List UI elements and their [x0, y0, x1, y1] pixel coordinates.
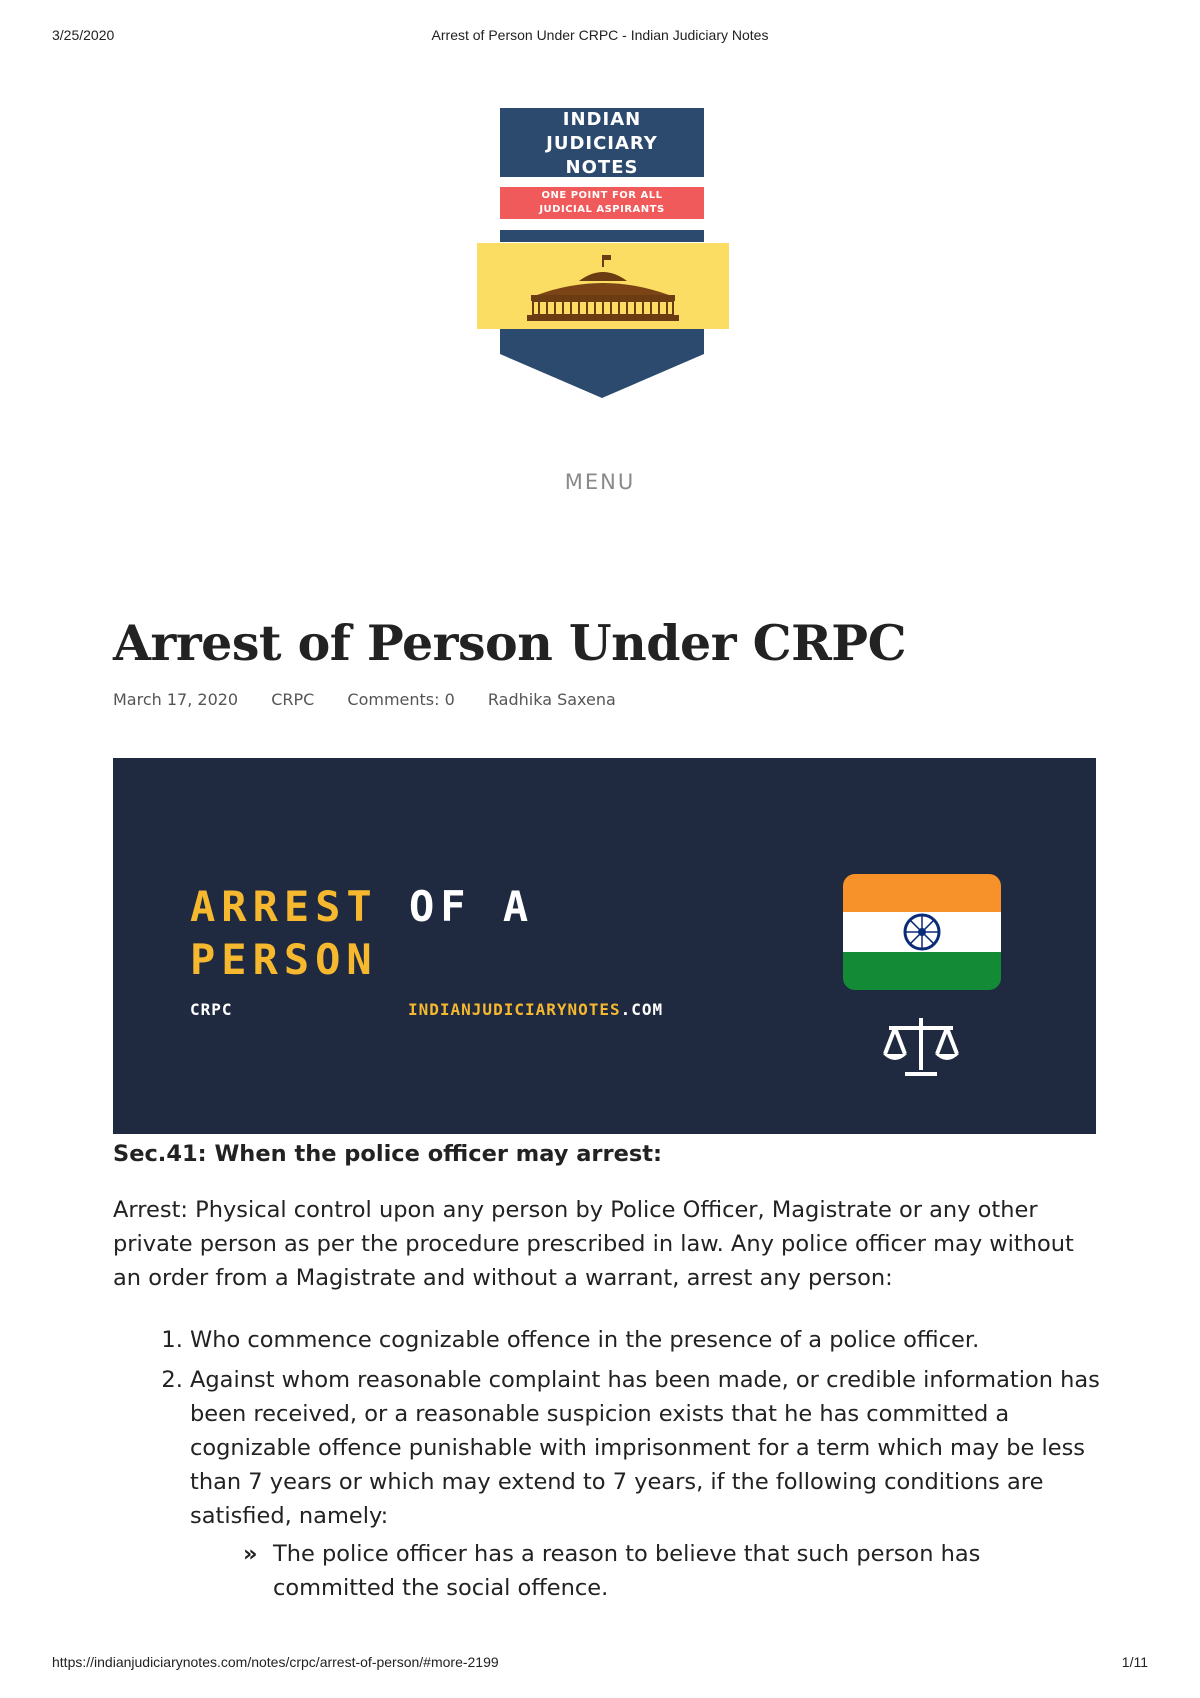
logo-line-2: JUDICIARY — [546, 133, 658, 154]
print-page-title: Arrest of Person Under CRPC - Indian Judiciary Notes — [431, 27, 769, 43]
logo-title-block — [500, 108, 704, 177]
print-date: 3/25/2020 — [52, 27, 115, 43]
sub-list — [190, 1537, 1103, 1605]
logo-tagline-2: JUDICIAL ASPIRANTS — [539, 204, 665, 215]
post-comments-link[interactable]: Comments: 0 — [347, 690, 455, 709]
intro-paragraph: Arrest: Physical control upon any person by Police Officer, Magistrate or any other private person as per the procedure prescribed in law. Any police officer may without an order from a Magistrate and without a warrant, arrest any person: — [113, 1197, 1074, 1291]
menu-button[interactable]: MENU — [564, 470, 636, 494]
list-item: 1. Who commence cognizable offence in the presence of a police officer. — [190, 1323, 1103, 1357]
banner-headline-2: PERSON — [190, 935, 378, 984]
logo-tagline-1: ONE POINT FOR ALL — [541, 190, 663, 201]
banner-headline-1 — [190, 882, 534, 931]
logo-shield-point — [500, 329, 704, 398]
arrest-conditions-list — [113, 1323, 1103, 1605]
list-item-text: Against whom reasonable complaint has been made, or credible information has been received, or a reasonable suspicion exists that he has committed a cognizable offence punishable with imprisonment for a term which may be less than 7 years or which may extend to 7 years, if the following conditions are satisfied, namely: — [190, 1367, 1100, 1529]
banner-site-tld: .COM — [620, 1000, 664, 1019]
site-logo[interactable] — [477, 108, 729, 398]
logo-line-1: INDIAN — [562, 109, 642, 130]
logo-emblem-panel — [477, 243, 729, 329]
banner-word-arrest: ARREST — [190, 882, 378, 931]
india-flag-icon — [843, 874, 1001, 990]
logo-tagline — [500, 187, 704, 219]
post-category-link[interactable]: CRPC — [271, 690, 315, 709]
print-page-number: 1/11 — [1121, 1654, 1148, 1670]
section-heading: Sec.41: When the police officer may arrest: — [113, 1141, 663, 1167]
post-date[interactable]: March 17, 2020 — [113, 690, 239, 709]
banner-tag: CRPC — [190, 1000, 233, 1019]
banner-word-of-a: OF A — [377, 882, 535, 931]
logo-band — [500, 230, 704, 242]
post-title: Arrest of Person Under CRPC — [113, 614, 907, 672]
featured-image-banner — [113, 758, 1096, 1134]
post-author-link[interactable]: Radhika Saxena — [487, 690, 616, 709]
banner-site — [408, 1000, 663, 1019]
post-meta — [113, 690, 644, 709]
parliament-building-icon — [517, 251, 689, 323]
banner-site-main: INDIANJUDICIARYNOTES — [408, 1000, 621, 1019]
ashoka-chakra-icon — [902, 912, 942, 952]
print-url: https://indianjudiciarynotes.com/notes/crpc/arrest-of-person/#more-2199 — [52, 1654, 499, 1670]
list-item — [190, 1363, 1103, 1605]
sub-list-item: » The police officer has a reason to believe that such person has committed the social offence. — [273, 1537, 1103, 1605]
scales-of-justice-icon — [881, 1014, 961, 1078]
logo-line-3: NOTES — [565, 157, 639, 178]
post-content — [113, 1137, 1103, 1611]
